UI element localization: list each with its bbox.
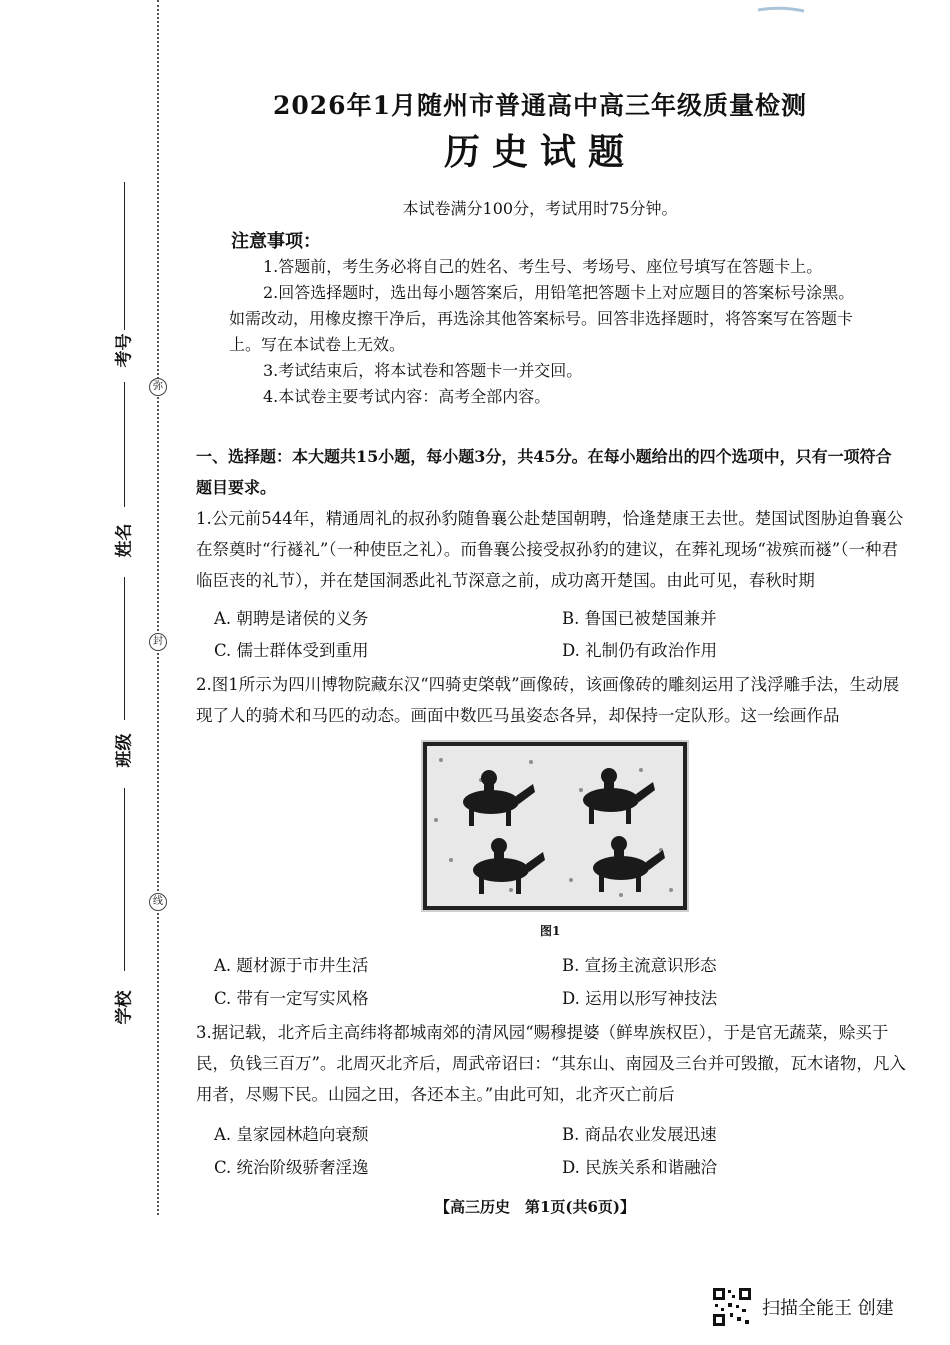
notice-item: 2.回答选择题时，选出每小题答案后，用铅笔把答题卡上对应题目的答案标号涂黑。如需改动，用橡皮擦干净后，再选涂其他答案标号。回答非选择题时，将答案写在答题卡上。写在本试卷上无效。 — [229, 283, 855, 354]
subject-title: 历史试题 — [443, 131, 636, 173]
scanner-badge-text: 扫描全能王 创建 — [762, 1298, 894, 1319]
kaohao-label: 考号 — [114, 333, 135, 368]
q3-option-d: D. 民族关系和谐融洽 — [562, 1158, 718, 1177]
seal-mark-xian: 线 — [149, 893, 167, 911]
q2-option-d: D. 运用以形写神技法 — [562, 989, 718, 1008]
horsemen-relief-image — [421, 740, 689, 912]
question-1-stem: 1.公元前544年，精通周礼的叔孙豹随鲁襄公赴楚国朝聘，恰逢楚康王去世。楚国试图胁迫鲁襄公在祭奠时“行襚礼”（一种使臣之礼）。而鲁襄公接受叔孙豹的建议，在葬礼现场“祓殡而襚”（一种君临臣丧的礼节），并在楚国洞悉此礼节深意之前，成功离开楚国。由此可见，春秋时期 — [196, 509, 904, 590]
banji-line — [124, 577, 125, 720]
notice-item: 3.考试结束后，将本试卷和答题卡一并交回。 — [263, 361, 583, 380]
section-heading: 一、选择题：本大题共15小题，每小题3分，共45分。在每小题给出的四个选项中，只有一项符合题目要求。 — [196, 447, 892, 497]
seal-mark-feng: 封 — [149, 633, 167, 651]
scanner-badge — [712, 1287, 894, 1327]
corner-smudge — [756, 6, 806, 14]
q2-option-b: B. 宣扬主流意识形态 — [562, 956, 717, 975]
q3-option-b: B. 商品农业发展迅速 — [562, 1125, 717, 1144]
q1-option-a: A. 朝聘是诸侯的义务 — [214, 609, 369, 628]
q1-option-c: C. 儒士群体受到重用 — [214, 641, 369, 660]
xuexiao-label: 学校 — [114, 990, 135, 1025]
q1-option-b: B. 鲁国已被楚国兼并 — [562, 609, 717, 628]
q2-option-c: C. 带有一定写实风格 — [214, 989, 369, 1008]
question-2-stem: 2.图1所示为四川博物院藏东汉“四骑吏棨戟”画像砖，该画像砖的雕刻运用了浅浮雕手法，生动展现了人的骑术和马匹的动态。画面中数匹马虽姿态各异，却保持一定队形。这一绘画作品 — [196, 675, 900, 725]
qr-code-icon — [712, 1287, 752, 1327]
binding-dotted-line — [157, 0, 159, 1215]
exam-title: 2026年1月随州市普通高中高三年级质量检测 — [273, 91, 807, 120]
exam-meta: 本试卷满分100分，考试用时75分钟。 — [402, 199, 678, 218]
page-footer: 【高三历史 第1页(共6页)】 — [434, 1198, 636, 1216]
figure-caption: 图1 — [540, 924, 561, 938]
q1-option-d: D. 礼制仍有政治作用 — [562, 641, 718, 660]
question-3-stem: 3.据记载，北齐后主高纬将都城南郊的清风园“赐穆提婆（鲜卑族权臣），于是官无蔬菜，赊买于民，负钱三百万”。北周灭北齐后，周武帝诏曰：“其东山、南园及三台并可毁撤，瓦木诸物，凡入用者，尽赐下民。山园之田，各还本主。”由此可知，北齐灭亡前后 — [196, 1023, 906, 1104]
xingming-label: 姓名 — [114, 523, 135, 558]
notice-title: 注意事项： — [231, 231, 321, 252]
banji-label: 班级 — [114, 733, 135, 768]
notice-item: 4.本试卷主要考试内容：高考全部内容。 — [263, 387, 551, 406]
q3-option-c: C. 统治阶级骄奢淫逸 — [214, 1158, 369, 1177]
notice-item: 1.答题前，考生务必将自己的姓名、考生号、考场号、座位号填写在答题卡上。 — [263, 257, 823, 276]
xuexiao-line — [124, 788, 125, 971]
seal-mark-mi: 弥 — [149, 378, 167, 396]
xingming-line — [124, 382, 125, 507]
kaohao-line — [124, 182, 125, 330]
q3-option-a: A. 皇家园林趋向衰颓 — [214, 1125, 369, 1144]
q2-option-a: A. 题材源于市井生活 — [214, 956, 369, 975]
